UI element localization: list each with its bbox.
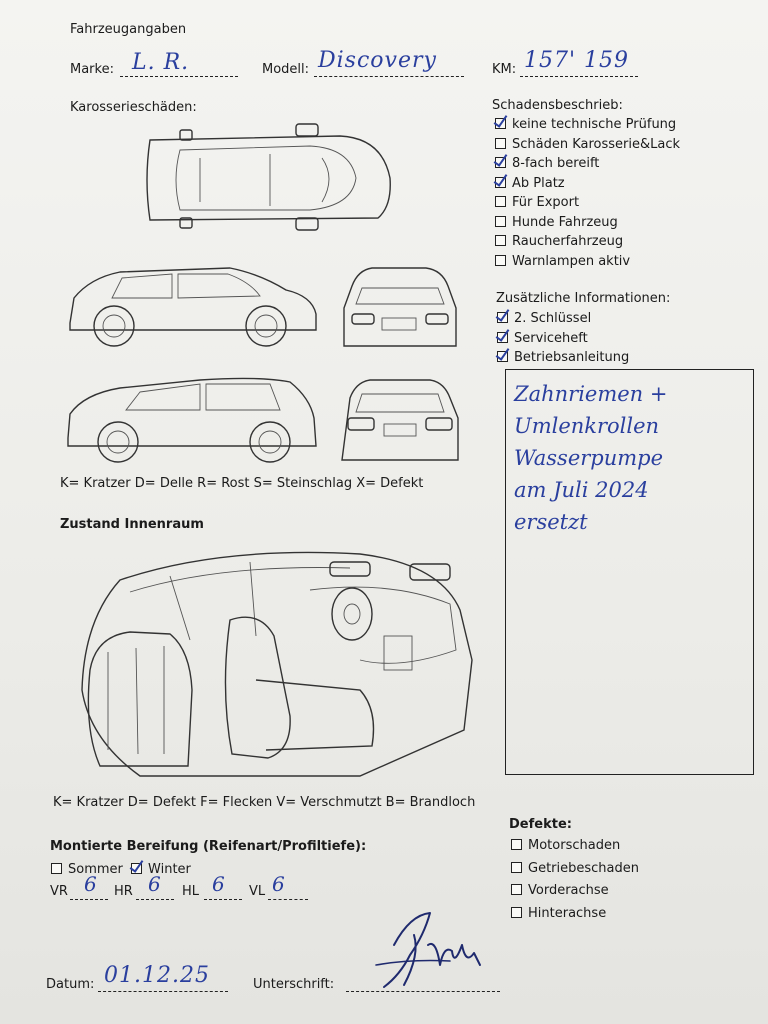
damage-option[interactable]: keine technische Prüfung xyxy=(495,117,680,137)
checkbox-icon[interactable] xyxy=(511,884,522,895)
damage-option[interactable]: Ab Platz xyxy=(495,176,680,196)
checkbox-icon[interactable] xyxy=(511,907,522,918)
body-damage-title: Karosserieschäden: xyxy=(70,100,197,115)
checkbox-checked-icon[interactable] xyxy=(495,157,506,168)
checkbox-icon[interactable] xyxy=(495,255,506,266)
summer-option[interactable]: Sommer xyxy=(51,862,123,877)
damage-option[interactable]: Für Export xyxy=(495,195,680,215)
model-value[interactable]: Discovery xyxy=(318,48,437,73)
vr-value[interactable]: 6 xyxy=(84,872,98,896)
damage-description-title: Schadensbeschrieb: xyxy=(492,98,623,113)
km-label: KM: xyxy=(492,62,517,77)
tires-title: Montierte Bereifung (Reifenart/Profiltiefe): xyxy=(50,839,367,854)
defects-list xyxy=(511,838,639,928)
damage-description-list xyxy=(495,117,680,273)
car-top-view-icon xyxy=(147,124,390,230)
checkbox-checked-icon[interactable] xyxy=(495,118,506,129)
brand-underline xyxy=(120,76,238,77)
note-line: Zahnriemen + xyxy=(514,382,668,406)
defect-option[interactable]: Hinterachse xyxy=(511,906,639,929)
car-rear-view-icon xyxy=(342,380,458,460)
damage-option[interactable]: Warnlampen aktiv xyxy=(495,254,680,274)
model-label: Modell: xyxy=(262,62,310,77)
car-interior-icon xyxy=(82,552,472,776)
checkbox-checked-icon[interactable] xyxy=(131,863,142,874)
vl-value[interactable]: 6 xyxy=(272,872,286,896)
note-line: ersetzt xyxy=(514,510,588,534)
checkbox-icon[interactable] xyxy=(511,839,522,850)
date-value[interactable]: 01.12.25 xyxy=(104,963,210,988)
car-side-view-left-icon xyxy=(68,378,316,462)
defects-title: Defekte: xyxy=(509,817,572,832)
hr-underline xyxy=(136,899,174,900)
hl-underline xyxy=(204,899,242,900)
vehicle-section-title: Fahrzeugangaben xyxy=(70,22,187,37)
info-option[interactable]: Serviceheft xyxy=(497,331,629,351)
vr-label: VR xyxy=(50,884,68,899)
checkbox-icon[interactable] xyxy=(51,863,62,874)
interior-legend: K= Kratzer D= Defekt F= Flecken V= Verschmutzt B= Brandloch xyxy=(53,795,476,810)
km-underline xyxy=(520,76,638,77)
date-underline xyxy=(98,991,228,992)
interior-title: Zustand Innenraum xyxy=(60,517,204,532)
additional-info-list xyxy=(497,311,629,370)
tire-type-options xyxy=(51,862,191,877)
info-option[interactable]: Betriebsanleitung xyxy=(497,350,629,370)
damage-option[interactable]: Raucherfahrzeug xyxy=(495,234,680,254)
vr-underline xyxy=(70,899,108,900)
vl-label: VL xyxy=(249,884,266,899)
car-side-view-right-icon xyxy=(70,268,316,346)
brand-label: Marke: xyxy=(70,62,114,77)
checkbox-checked-icon[interactable] xyxy=(497,312,508,323)
car-front-view-icon xyxy=(344,268,456,346)
checkbox-icon[interactable] xyxy=(495,196,506,207)
km-value[interactable]: 157' 159 xyxy=(524,48,630,73)
defect-option[interactable]: Vorderachse xyxy=(511,883,639,906)
brand-value[interactable]: L. R. xyxy=(132,50,190,75)
signature-drawing xyxy=(370,905,500,995)
checkbox-icon[interactable] xyxy=(495,138,506,149)
hl-value[interactable]: 6 xyxy=(212,872,226,896)
damage-option[interactable]: Hunde Fahrzeug xyxy=(495,215,680,235)
checkbox-icon[interactable] xyxy=(495,216,506,227)
body-damage-legend: K= Kratzer D= Delle R= Rost S= Steinschlag X= Defekt xyxy=(60,476,424,491)
damage-option[interactable]: Schäden Karosserie&Lack xyxy=(495,137,680,157)
checkbox-icon[interactable] xyxy=(495,235,506,246)
info-option[interactable]: 2. Schlüssel xyxy=(497,311,629,331)
signature-label: Unterschrift: xyxy=(253,977,335,992)
car-interior-diagram xyxy=(60,540,480,785)
defect-option[interactable]: Motorschaden xyxy=(511,838,639,861)
additional-info-title: Zusätzliche Informationen: xyxy=(496,291,671,306)
checkbox-icon[interactable] xyxy=(511,862,522,873)
note-line: am Juli 2024 xyxy=(514,478,649,502)
model-underline xyxy=(314,76,464,77)
note-line: Wasserpumpe xyxy=(514,446,664,470)
hl-label: HL xyxy=(182,884,200,899)
car-body-diagram xyxy=(60,118,480,478)
hr-label: HR xyxy=(114,884,133,899)
vl-underline xyxy=(268,899,308,900)
notes-box[interactable] xyxy=(505,369,754,775)
note-line: Umlenkrollen xyxy=(514,414,660,438)
checkbox-checked-icon[interactable] xyxy=(495,177,506,188)
defect-option[interactable]: Getriebeschaden xyxy=(511,861,639,884)
damage-option[interactable]: 8-fach bereift xyxy=(495,156,680,176)
winter-option[interactable]: Winter xyxy=(131,862,191,877)
checkbox-checked-icon[interactable] xyxy=(497,351,508,362)
hr-value[interactable]: 6 xyxy=(148,872,162,896)
checkbox-checked-icon[interactable] xyxy=(497,332,508,343)
date-label: Datum: xyxy=(46,977,95,992)
